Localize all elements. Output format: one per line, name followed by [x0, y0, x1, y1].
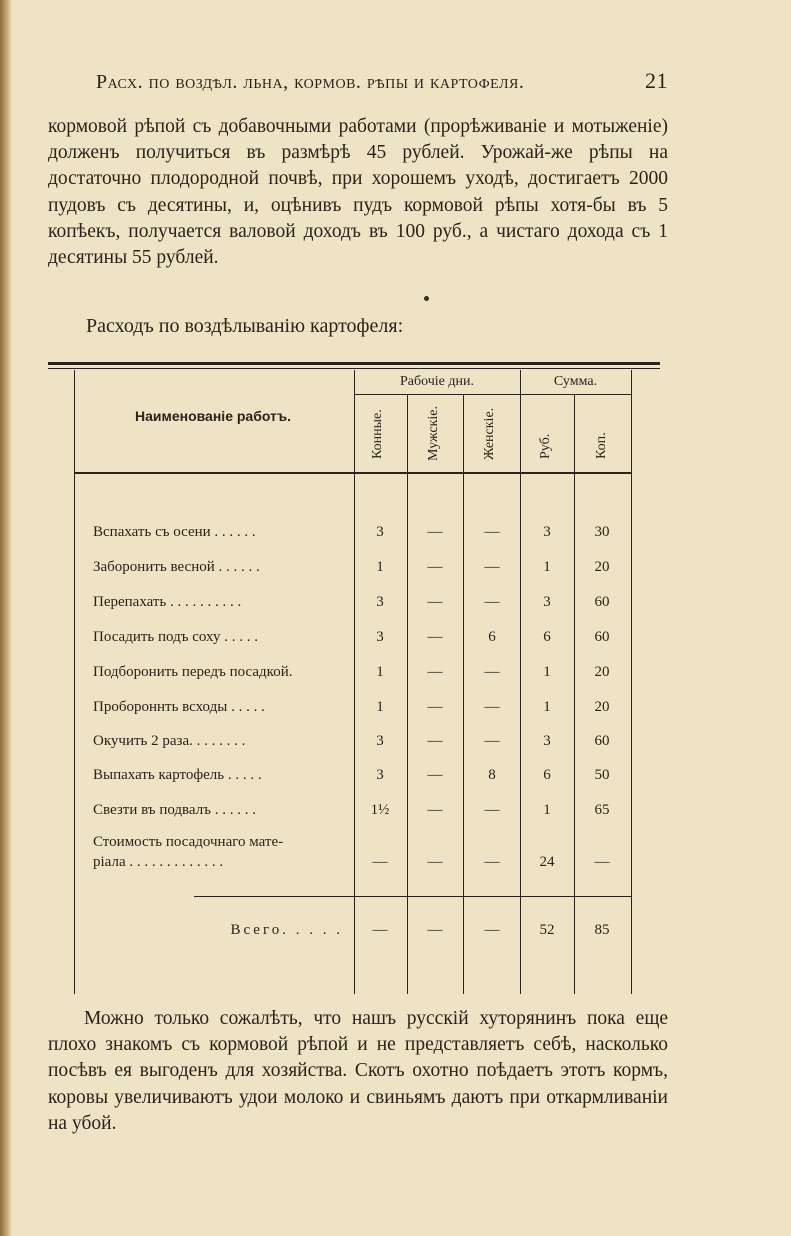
cell-horse: 1 — [376, 664, 384, 680]
cell-female: 6 — [488, 629, 496, 645]
cell-male: — — [427, 594, 443, 610]
cell-kop: 20 — [594, 559, 610, 575]
table-row — [48, 699, 660, 729]
cell-male: — — [427, 767, 443, 783]
cell-rub: 6 — [543, 629, 551, 645]
cell-kop: — — [594, 854, 610, 870]
table-row-material — [48, 854, 660, 884]
cell-rub: 24 — [539, 854, 555, 870]
total-rule — [194, 896, 631, 897]
cell-rub: 3 — [543, 524, 551, 540]
cell-kop: 20 — [594, 699, 610, 715]
row-name: Посадить подъ соху . . . . . — [93, 629, 258, 645]
table-row — [48, 664, 660, 694]
cell-male: — — [427, 802, 443, 818]
cell-horse: — — [372, 854, 388, 870]
row-name: Перепахать . . . . . . . . . . — [93, 594, 242, 610]
cell-male: — — [427, 699, 443, 715]
cell-female: — — [484, 854, 500, 870]
cell-rub: 1 — [543, 699, 551, 715]
table-row — [48, 802, 660, 832]
cell-male: — — [427, 733, 443, 749]
cell-female: — — [484, 922, 500, 938]
cell-female: — — [484, 524, 500, 540]
cell-rub: 3 — [543, 733, 551, 749]
row-name: Пробороннть всходы . . . . . — [93, 699, 265, 715]
cell-rub: 1 — [543, 664, 551, 680]
subhead-female: Женскіе. — [482, 407, 497, 461]
cell-male: — — [427, 664, 443, 680]
row-name: Свезти въ подвалъ . . . . . . — [93, 802, 256, 818]
col-divider — [574, 394, 575, 994]
row-name: Вспахать съ осени . . . . . . — [93, 524, 256, 540]
col-divider — [463, 394, 464, 994]
expense-table — [48, 362, 660, 994]
cell-horse: 1 — [376, 699, 384, 715]
table-row — [48, 559, 660, 589]
cell-rub: 1 — [543, 559, 551, 575]
cell-kop: 30 — [594, 524, 610, 540]
cell-male: — — [427, 559, 443, 575]
table-row — [48, 629, 660, 659]
cell-male: — — [427, 854, 443, 870]
cell-rub: 3 — [543, 594, 551, 610]
cell-rub: 6 — [543, 767, 551, 783]
table-row-total — [48, 922, 660, 952]
cell-kop: 20 — [594, 664, 610, 680]
cell-female: — — [484, 594, 500, 610]
cell-male: — — [427, 922, 443, 938]
ink-dot — [424, 296, 429, 301]
column-title-works: Наименованіе работъ. — [134, 408, 292, 424]
cell-rub: 52 — [539, 922, 555, 938]
row-name: Подборонить передъ посадкой. — [93, 664, 293, 680]
subhead-kop: Коп. — [594, 432, 609, 460]
cell-kop: 60 — [594, 733, 610, 749]
cell-horse: 3 — [376, 524, 384, 540]
subhead-horse: Конные. — [370, 409, 385, 459]
cell-horse: 3 — [376, 594, 384, 610]
table-row — [48, 733, 660, 763]
paragraph-1: кормовой рѣпой съ добавочными работами (прорѣживаніе и мотыженіе) долженъ получиться въ размѣрѣ 45 рублей. Урожай-же рѣпы на достаточно плодородной почвѣ, при хорошемъ уходѣ, достигаетъ 2000 пудовъ съ десятины, и, оцѣнивъ пудъ кормовой рѣпы хотя-бы въ 5 копѣекъ, получается валовой доходъ въ 100 руб., а чистаго дохода съ 1 десятины 55 рублей. — [48, 116, 668, 269]
cell-horse: 1½ — [370, 802, 390, 818]
page-edge — [0, 0, 12, 1236]
paragraph-2: Можно только сожалѣть, что нашъ русскій хуторянинъ пока еще плохо знакомъ съ кормовой рѣпой и не представляетъ себѣ, насколько посѣвъ ея выгоденъ для хозяйства. Скотъ охотно поѣдаетъ этотъ кормъ, коровы увеличиваютъ удои молоко и свиньямъ даютъ при откармливаніи на убой. — [48, 1008, 668, 1134]
group-head-sum: Сумма. — [553, 374, 598, 389]
cell-kop: 60 — [594, 594, 610, 610]
cell-female: — — [484, 733, 500, 749]
page-header — [96, 68, 668, 94]
header-bottom-rule — [74, 472, 631, 474]
row-name: Заборонить весной . . . . . . — [93, 559, 260, 575]
cell-kop: 50 — [594, 767, 610, 783]
cell-horse: 3 — [376, 629, 384, 645]
row-name: Стоимость посадочнаго мате- — [93, 834, 284, 850]
row-name: Окучить 2 раза. . . . . . . . — [93, 733, 246, 749]
cell-male: — — [427, 629, 443, 645]
cell-male: — — [427, 524, 443, 540]
cell-kop: 65 — [594, 802, 610, 818]
row-name: ріала . . . . . . . . . . . . . — [93, 854, 224, 870]
subhead-male: Мужскіе. — [426, 406, 441, 462]
cell-female: — — [484, 664, 500, 680]
cell-horse: — — [372, 922, 388, 938]
table-row-material-line1 — [48, 834, 660, 856]
cell-female: — — [484, 802, 500, 818]
cell-kop: 60 — [594, 629, 610, 645]
col-divider — [407, 394, 408, 994]
cell-kop: 85 — [594, 922, 610, 938]
cell-female: — — [484, 559, 500, 575]
table-row — [48, 594, 660, 624]
cell-horse: 1 — [376, 559, 384, 575]
running-title: Расх. по воздѣл. льна, кормов. рѣпы и картофеля. — [96, 71, 525, 93]
group-head-days: Рабочіе дни. — [399, 374, 474, 389]
table-row — [48, 524, 660, 554]
table-rule-thin — [48, 368, 660, 369]
total-label: Всего. . . . . — [230, 922, 343, 938]
group-divider — [354, 394, 631, 395]
subhead-rub: Руб. — [538, 433, 553, 459]
cell-female: — — [484, 699, 500, 715]
cell-horse: 3 — [376, 733, 384, 749]
section-caption: Расходъ по воздѣлыванію картофеля: — [86, 315, 404, 337]
cell-female: 8 — [488, 767, 496, 783]
row-name: Выпахать картофель . . . . . — [93, 767, 262, 783]
page-number: 21 — [645, 68, 668, 93]
cell-rub: 1 — [543, 802, 551, 818]
cell-horse: 3 — [376, 767, 384, 783]
table-row — [48, 767, 660, 797]
table-rule-thick — [48, 362, 660, 365]
